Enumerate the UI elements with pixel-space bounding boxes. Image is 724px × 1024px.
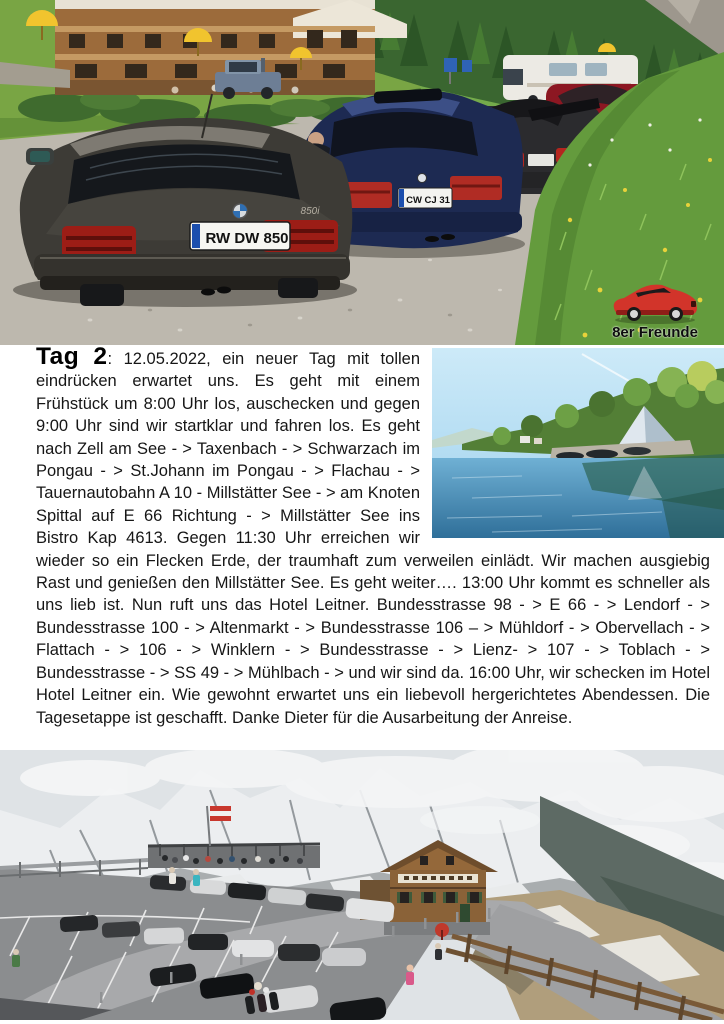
person-pink	[406, 972, 414, 985]
club-label: 8er Freunde	[612, 324, 698, 341]
top-photo	[0, 0, 724, 345]
club-car-icon	[609, 281, 701, 325]
svg-text:RW DW 850: RW DW 850	[205, 230, 289, 247]
svg-text:CW CJ 31: CW CJ 31	[406, 195, 450, 206]
lake-photo	[432, 348, 724, 538]
day-heading: Tag 2	[36, 343, 108, 370]
license-plate-main	[190, 222, 290, 250]
lake-photo-illustration	[432, 348, 724, 538]
story-body-text: : 12.05.2022, ein neuer Tag mit tollen eindrücken erwartet uns. Es geht mit einem Frühstück um 8:00 Uhr los, auschecken und gegen 9:00 Uhr sind wir startklar und fahren los. Es geht nach Zell am See - > Taxenbach - > Schwarzach im Pongau - > St.Johann im Pongau - > Flachau - > Tauernautobahn A 10 - Millstätter See - > am Knoten Spittal auf E 66 Richtung - > Millstätter See ins Bistro Kap 4613. Gegen 11:30 Uhr erreichen wir wieder so ein Flecken Erde, der traumhaft zum verweilen einlädt. Wir machen ausgiebig Rast und genießen den Millstätter See. Es geht weiter…. 13:00 Uhr kommt es schneller als uns lieb ist. Nun ruft uns das Hotel Leitner. Bundesstrasse 98 - > E 66 - > Lendorf - > Bundesstrasse 100 - > Altenmarkt - > Bundesstrasse 106 – > Mühldorf - > Obervellach - > Flattach - > 106 - > Winklern - > Bundesstrasse - > Lienz- > 107 - > Toblach - > Bundesstrasse - > SS 49 - > Mühlbach - > und wir sind da. 16:00 Uhr, wir schecken im Hotel Hotel Leitner ein. Wie gewohnt erwartet uns ein liebevoll hergerichtetes Abendessen. Die Tagesetappe ist geschafft. Danke Dieter für die Ausarbeitung der Anreise.	[36, 350, 710, 727]
story-paragraph	[36, 345, 710, 729]
license-plate-second	[398, 188, 452, 208]
bottom-photo-illustration	[0, 750, 724, 1020]
bottom-photo	[0, 750, 724, 1020]
model-badge-850i: 850i	[300, 206, 320, 217]
austrian-flag	[210, 806, 231, 821]
story-section	[36, 345, 710, 750]
club-badge	[600, 281, 710, 341]
person-white-cap	[254, 982, 262, 990]
